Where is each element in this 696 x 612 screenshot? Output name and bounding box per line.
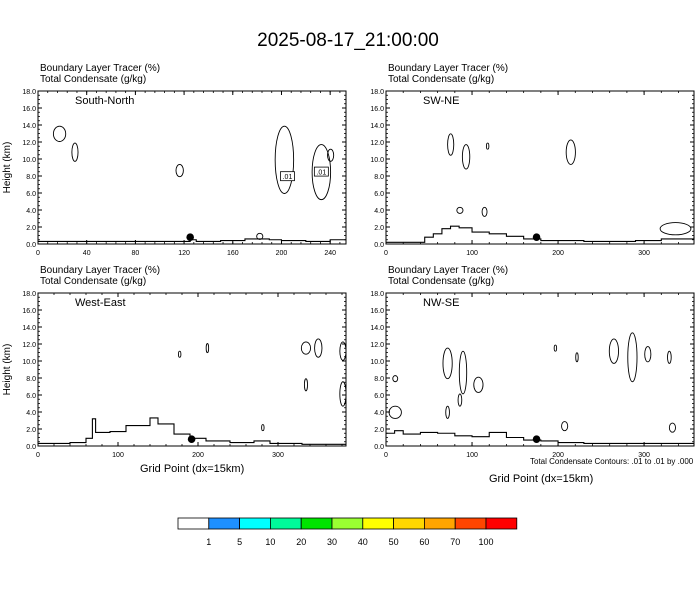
boundary-layer-label: Boundary Layer Tracer (%) <box>388 63 509 74</box>
y-tick-label: 6.0 <box>374 393 384 400</box>
y-tick-label: 18.0 <box>370 89 384 96</box>
y-tick-label: 4.0 <box>374 208 384 215</box>
x-tick-label: 120 <box>178 250 190 257</box>
panel-name: SW-NE <box>423 95 460 107</box>
x-tick-label: 200 <box>275 250 288 257</box>
y-axis-label: Height (km) <box>2 141 13 194</box>
colorbar-label: 40 <box>357 537 368 547</box>
y-tick-label: 2.0 <box>26 225 36 232</box>
colorbar-label: 30 <box>326 537 338 547</box>
x-tick-label: 300 <box>638 250 650 257</box>
location-marker <box>188 435 196 443</box>
y-tick-label: 6.0 <box>374 191 384 198</box>
y-tick-label: 18.0 <box>370 291 384 298</box>
colorbar-swatch <box>178 518 209 529</box>
colorbar-label: 10 <box>265 537 276 547</box>
x-axis-label-nw-se: Grid Point (dx=15km) <box>489 473 594 485</box>
colorbar-swatch <box>332 518 363 529</box>
colorbar-label: 100 <box>478 537 494 547</box>
y-tick-label: 4.0 <box>374 410 384 417</box>
y-tick-label: 6.0 <box>26 191 36 198</box>
y-tick-label: 8.0 <box>26 174 36 181</box>
boundary-layer-label: Boundary Layer Tracer (%) <box>40 265 161 276</box>
y-tick-label: 8.0 <box>26 376 36 383</box>
panel-south-north <box>38 91 346 244</box>
panel-west-east <box>38 293 346 446</box>
y-tick-label: 2.0 <box>374 427 384 434</box>
x-tick-label: 200 <box>552 452 564 459</box>
y-tick-label: 16.0 <box>370 308 384 315</box>
colorbar-swatch <box>486 518 517 529</box>
condensate-label: Total Condensate (g/kg) <box>40 276 147 287</box>
y-tick-label: 18.0 <box>22 89 36 96</box>
y-tick-label: 16.0 <box>22 308 36 315</box>
x-tick-label: 100 <box>466 452 478 459</box>
colorbar-label: 1 <box>206 537 212 547</box>
x-tick-label: 0 <box>36 452 40 459</box>
colorbar-label: 5 <box>237 537 243 547</box>
y-tick-label: 10.0 <box>22 157 36 164</box>
condensate-label: Total Condensate (g/kg) <box>388 74 495 85</box>
y-tick-label: 16.0 <box>22 106 36 113</box>
plot-frame <box>386 293 694 446</box>
colorbar-label: 70 <box>450 537 461 547</box>
condensate-label: Total Condensate (g/kg) <box>40 74 147 85</box>
x-tick-label: 300 <box>272 452 284 459</box>
panel-nw-se <box>386 293 694 446</box>
colorbar-swatch <box>301 518 332 529</box>
y-tick-label: 14.0 <box>22 123 36 130</box>
y-tick-label: 10.0 <box>370 157 384 164</box>
colorbar-label: 20 <box>296 537 307 547</box>
y-tick-label: 12.0 <box>370 140 384 147</box>
y-tick-label: 4.0 <box>26 410 36 417</box>
location-marker <box>186 233 194 241</box>
x-tick-label: 40 <box>82 250 91 257</box>
colorbar-swatch <box>363 518 394 529</box>
contour-label: .01 <box>316 169 327 177</box>
panel-name: West-East <box>75 297 126 309</box>
colorbar-label: 50 <box>388 537 399 547</box>
y-tick-label: 12.0 <box>370 342 384 349</box>
x-axis-label-west-east: Grid Point (dx=15km) <box>140 463 245 475</box>
x-tick-label: 0 <box>384 250 388 257</box>
y-tick-label: 18.0 <box>22 291 36 298</box>
colorbar-swatch <box>424 518 455 529</box>
y-tick-label: 14.0 <box>370 123 384 130</box>
x-tick-label: 100 <box>112 452 124 459</box>
y-tick-label: 16.0 <box>370 106 384 113</box>
boundary-layer-label: Boundary Layer Tracer (%) <box>388 265 509 276</box>
y-tick-label: 14.0 <box>22 325 36 332</box>
colorbar-label: 60 <box>419 537 430 547</box>
y-tick-label: 0.0 <box>374 242 384 249</box>
boundary-layer-label: Boundary Layer Tracer (%) <box>40 63 161 74</box>
y-tick-label: 6.0 <box>26 393 36 400</box>
y-tick-label: 10.0 <box>370 359 384 366</box>
x-tick-label: 200 <box>552 250 564 257</box>
colorbar-swatch <box>209 518 240 529</box>
y-tick-label: 2.0 <box>26 427 36 434</box>
panel-name: South-North <box>75 95 135 107</box>
colorbar-swatch <box>394 518 425 529</box>
plot-frame <box>38 91 346 244</box>
y-tick-label: 12.0 <box>22 140 36 147</box>
y-axis-label: Height (km) <box>2 343 13 396</box>
x-tick-label: 240 <box>324 250 337 257</box>
x-tick-label: 300 <box>638 452 650 459</box>
figure-title: 2025-08-17_21:00:00 <box>257 30 439 51</box>
location-marker <box>533 435 541 443</box>
y-tick-label: 0.0 <box>374 444 384 451</box>
y-tick-label: 0.0 <box>26 444 36 451</box>
plot-frame <box>386 91 694 244</box>
y-tick-label: 0.0 <box>26 242 36 249</box>
y-tick-label: 12.0 <box>22 342 36 349</box>
y-tick-label: 14.0 <box>370 325 384 332</box>
y-tick-label: 8.0 <box>374 174 384 181</box>
x-tick-label: 160 <box>226 250 239 257</box>
plot-frame <box>38 293 346 446</box>
y-tick-label: 10.0 <box>22 359 36 366</box>
contour-label: .01 <box>282 174 293 182</box>
colorbar-swatch <box>455 518 486 529</box>
y-tick-label: 8.0 <box>374 376 384 383</box>
y-tick-label: 4.0 <box>26 208 36 215</box>
x-tick-label: 0 <box>36 250 40 257</box>
y-tick-label: 2.0 <box>374 225 384 232</box>
x-tick-label: 100 <box>466 250 478 257</box>
x-tick-label: 0 <box>384 452 388 459</box>
colorbar-swatch <box>240 518 271 529</box>
x-tick-label: 80 <box>131 250 140 257</box>
panel-name: NW-SE <box>423 297 460 309</box>
condensate-label: Total Condensate (g/kg) <box>388 276 495 287</box>
contour-note: Total Condensate Contours: .01 to .01 by .000 <box>530 457 694 466</box>
colorbar-swatch <box>270 518 301 529</box>
x-tick-label: 200 <box>192 452 204 459</box>
panel-sw-ne <box>386 91 694 244</box>
location-marker <box>533 233 541 241</box>
